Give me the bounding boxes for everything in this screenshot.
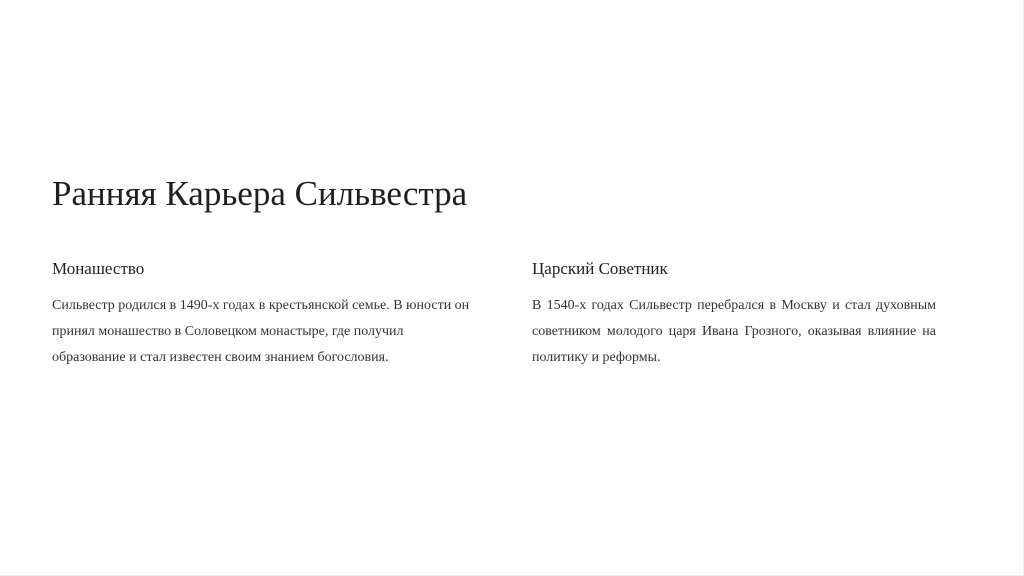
- column-text: В 1540-х годах Сильвестр перебрался в Москву и стал духовным советником молодого царя Ивана Грозного, оказывая влияние на политику и реформы.: [532, 298, 936, 365]
- column-tsar-advisor: [532, 256, 936, 371]
- column-text: Сильвестр родился в 1490-х годах в крестьянской семье. В юности он принял монашество в Соловецком монастыре, где получил образование и стал известен своим знанием богословия.: [52, 298, 470, 365]
- column-heading: Царский Советник: [532, 259, 668, 278]
- column-monasticism: [52, 256, 478, 371]
- column-heading: Монашество: [52, 259, 145, 278]
- slide-title: Ранняя Карьера Сильвестра: [52, 174, 468, 213]
